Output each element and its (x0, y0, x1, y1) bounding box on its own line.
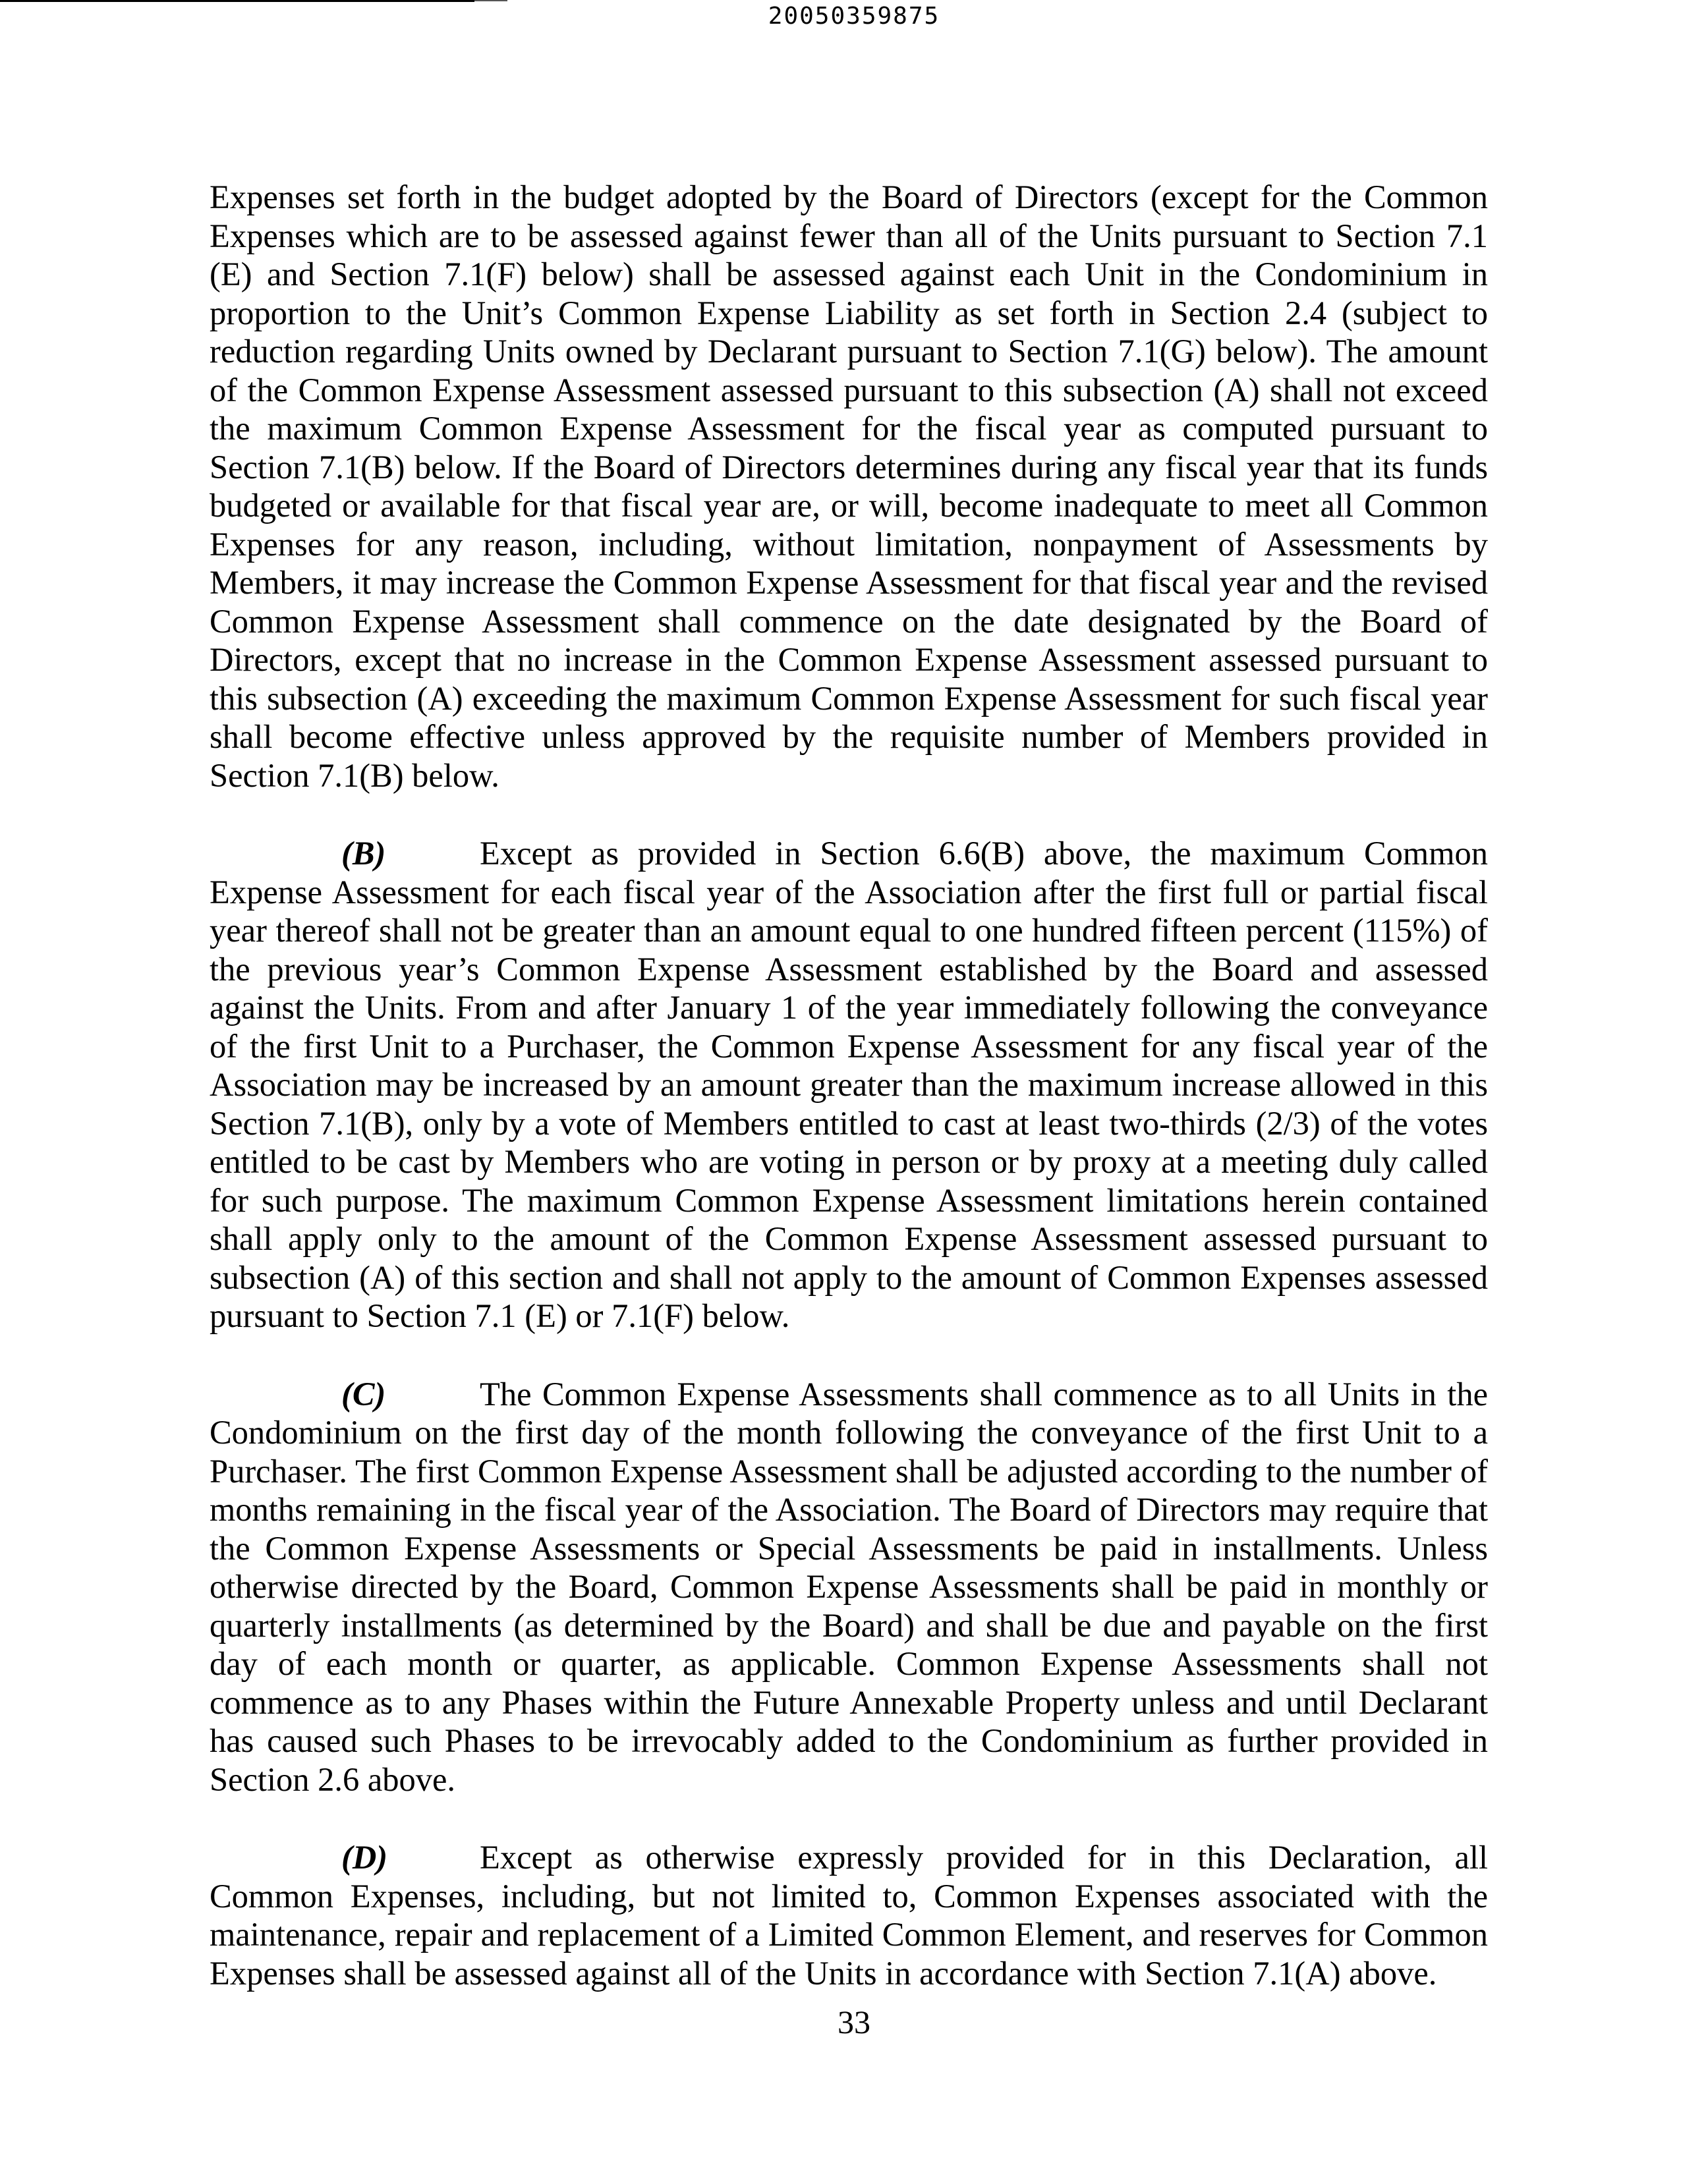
paragraph-c-label: (C) (341, 1375, 386, 1413)
paragraph-b (210, 834, 1488, 1335)
top-rule-tail (474, 0, 507, 1)
paragraph-c-text: The Common Expense Assessments shall commence as to all Units in the Condominium on the first day of the month following the conveyance of the first Unit to a Purchaser. The first Common Expense Assessment shall be adjusted according to the number of months remaining in the fiscal year of the Association. The Board of Directors may require that the Common Expense Assessments or Special Assessments be paid in installments. Unless otherwise directed by the Board, Common Expense Assessments shall be paid in monthly or quarterly installments (as determined by the Board) and shall be due and payable on the first day of each month or quarter, as applicable. Common Expense Assessments shall not commence as to any Phases within the Future Annexable Property unless and until Declarant has caused such Phases to be irrevocably added to the Condominium as further provided in Section 2.6 above. (210, 1375, 1488, 1798)
document-body (210, 178, 1488, 1992)
paragraph-b-text: Except as provided in Section 6.6(B) above, the maximum Common Expense Assessment for each fiscal year of the Association after the first full or partial fiscal year thereof shall not be greater than an amount equal to one hundred fifteen percent (115%) of the previous year’s Common Expense Assessment established by the Board and assessed against the Units. From and after January 1 of the year immediately following the conveyance of the first Unit to a Purchaser, the Common Expense Assessment for any fiscal year of the Association may be increased by an amount greater than the maximum increase allowed in this Section 7.1(B), only by a vote of Members entitled to cast at least two-thirds (2/3) of the votes entitled to be cast by Members who are voting in person or by proxy at a meeting duly called for such purpose. The maximum Common Expense Assessment limitations herein contained shall apply only to the amount of the Common Expense Assessment assessed pursuant to subsection (A) of this section and shall not apply to the amount of Common Expenses assessed pursuant to Section 7.1 (E) or 7.1(F) below. (210, 835, 1488, 1334)
document-number: 20050359875 (768, 3, 940, 30)
top-rule (0, 0, 474, 2)
paragraph-d-label: (D) (341, 1839, 388, 1876)
paragraph-d-text: Except as otherwise expressly provided for in this Declaration, all Common Expenses, including, but not limited to, Common Expenses associated with the maintenance, repair and replacement of a Limited Common Element, and reserves for Common Expenses shall be assessed against all of the Units in accordance with Section 7.1(A) above. (210, 1839, 1488, 1992)
paragraph-d (210, 1838, 1488, 1992)
paragraph-c (210, 1375, 1488, 1799)
paragraph-b-label: (B) (341, 835, 386, 872)
page-number: 33 (838, 2004, 870, 2040)
paragraph-a-continuation: Expenses set forth in the budget adopted by the Board of Directors (except for the Common Expenses which are to be assessed against fewer than all of the Units pursuant to Section 7.1 (E) and Section 7.1(F) below) shall be assessed against each Unit in the Condominium in proportion to the Unit’s Common Expense Liability as set forth in Section 2.4 (subject to reduction regarding Units owned by Declarant pursuant to Section 7.1(G) below). The amount of the Common Expense Assessment assessed pursuant to this subsection (A) shall not exceed the maximum Common Expense Assessment for the fiscal year as computed pursuant to Section 7.1(B) below. If the Board of Directors determines during any fiscal year that its funds budgeted or available for that fiscal year are, or will, become inadequate to meet all Common Expenses for any reason, including, without limitation, nonpayment of Assessments by Members, it may increase the Common Expense Assessment for that fiscal year and the revised Common Expense Assessment shall commence on the date designated by the Board of Directors, except that no increase in the Common Expense Assessment assessed pursuant to this subsection (A) exceeding the maximum Common Expense Assessment for such fiscal year shall become effective unless approved by the requisite number of Members provided in Section 7.1(B) below. (210, 179, 1488, 794)
